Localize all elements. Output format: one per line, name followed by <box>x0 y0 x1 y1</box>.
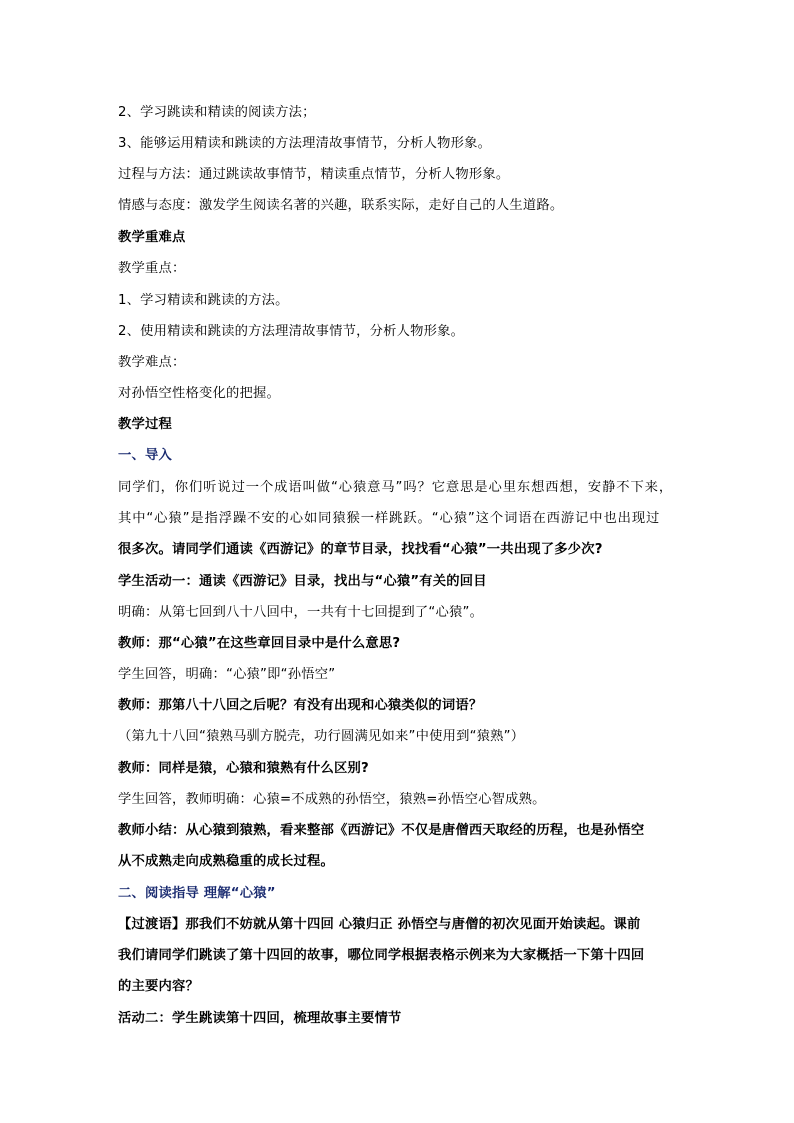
chapter-98-note: （第九十八回“猿熟马驯方脱壳，功行圆满见如来”中使用到“猿熟”） <box>118 729 525 744</box>
transition-line-3: 的主要内容？ <box>118 979 199 994</box>
objective-line-3: 3、能够运用精读和跳读的方法理清故事情节，分析人物形象。 <box>118 136 492 151</box>
objective-line-2: 2、学习跳读和精读的阅读方法； <box>118 105 316 120</box>
difficult-point-text: 对孙悟空性格变化的把握。 <box>118 386 280 401</box>
emotion-attitude-line: 情感与态度：激发学生阅读名著的兴趣，联系实际，走好自己的人生道路。 <box>118 198 564 213</box>
teacher-question-1: 教师：那“心猿”在这些章回目录中是什么意思? <box>118 636 401 651</box>
transition-line-1: 【过渡语】那我们不妨就从第十四回 心猿归正 孙悟空与唐僧的初次见面开始读起。课前 <box>118 917 641 932</box>
intro-paragraph-line-3: 很多次。请同学们通读《西游记》的章节目录，找找看“心猿”一共出现了多少次? <box>118 542 603 557</box>
student-activity-1: 学生活动一：通读《西游记》目录，找出与“心猿”有关的回目 <box>118 574 487 589</box>
teacher-summary-line-2: 从不成熟走向成熟稳重的成长过程。 <box>118 854 334 869</box>
teacher-summary-line-1: 教师小结：从心猿到猿熟，看来整部《西游记》不仅是唐僧西天取经的历程，也是孙悟空 <box>118 823 645 838</box>
section-2-heading: 二、阅读指导 理解“心猿” <box>118 886 276 901</box>
intro-paragraph-line-1: 同学们，你们听说过一个成语叫做“心猿意马”吗？它意思是心里东想西想，安静不下来， <box>118 480 674 495</box>
transition-line-2: 我们请同学们跳读了第十四回的故事，哪位同学根据表格示例来为大家概括一下第十四回 <box>118 948 645 963</box>
clarification-1: 明确：从第七回到八十八回中，一共有十七回提到了“心猿”。 <box>118 605 484 620</box>
key-point-1: 1、学习精读和跳读的方法。 <box>118 293 289 308</box>
teacher-question-3: 教师：同样是猿，心猿和猿熟有什么区别? <box>118 761 369 776</box>
intro-paragraph-line-2: 其中“心猿”是指浮躁不安的心如同猿猴一样跳跃。“心猿”这个词语在西游记中也出现过 <box>118 511 661 526</box>
key-difficult-points-heading: 教学重难点 <box>118 230 186 245</box>
key-point-2: 2、使用精读和跳读的方法理清故事情节，分析人物形象。 <box>118 324 465 339</box>
teaching-process-heading: 教学过程 <box>118 417 172 432</box>
difficult-point-label: 教学难点： <box>118 355 186 370</box>
process-method-line: 过程与方法：通过跳读故事情节，精读重点情节，分析人物形象。 <box>118 167 510 182</box>
student-answer-2: 学生回答，教师明确：心猿=不成熟的孙悟空，猿熟=孙悟空心智成熟。 <box>118 792 546 807</box>
activity-2-line: 活动二：学生跳读第十四回，梳理故事主要情节 <box>118 1011 402 1026</box>
teacher-question-2: 教师：那第八十八回之后呢？有没有出现和心猿类似的词语？ <box>118 698 483 713</box>
student-answer-1: 学生回答，明确：“心猿”即“孙悟空” <box>118 667 336 682</box>
section-1-heading: 一、导入 <box>118 448 172 463</box>
key-points-label: 教学重点： <box>118 261 186 276</box>
